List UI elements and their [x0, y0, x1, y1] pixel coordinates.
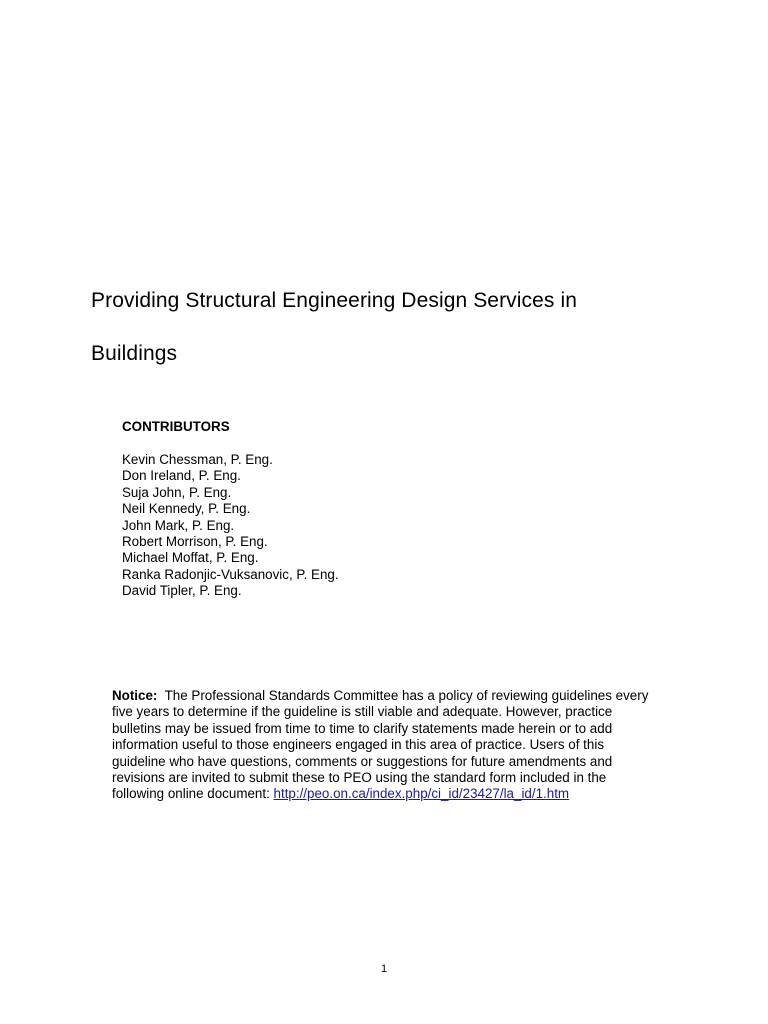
contributors-list	[122, 452, 339, 600]
notice-line-6: revisions are invited to submit these to PEO using the standard form included in the	[112, 770, 607, 786]
notice-line-4: information useful to those engineers engaged in this area of practice. Users of this	[112, 737, 605, 753]
notice-text: The Professional Standards Committee has a policy of reviewing guidelines every	[164, 688, 649, 703]
contributors-heading: CONTRIBUTORS	[122, 419, 230, 434]
notice-line-7	[112, 786, 672, 802]
document-title-line-1: Providing Structural Engineering Design Services in	[91, 289, 578, 312]
contributor-name: Ranka Radonjic-Vuksanovic, P. Eng.	[122, 566, 339, 582]
notice-line-1	[112, 688, 672, 704]
peo-form-link[interactable]: http://peo.on.ca/index.php/ci_id/23427/la_id/1.htm	[273, 786, 570, 802]
notice-text: following online document:	[112, 786, 274, 802]
page-number: 1	[380, 963, 388, 975]
contributor-name: Robert Morrison, P. Eng.	[122, 534, 268, 550]
contributors-section	[122, 418, 339, 600]
contributor-name: Kevin Chessman, P. Eng.	[122, 452, 273, 467]
contributor-name: John Mark, P. Eng.	[122, 517, 235, 533]
contributor-name: David Tipler, P. Eng.	[122, 583, 242, 599]
contributor-name: Don Ireland, P. Eng.	[122, 468, 241, 484]
notice-line-3: bulletins may be issued from time to time to clarify statements made herein or to add	[112, 720, 613, 736]
contributor-name: Neil Kennedy, P. Eng.	[122, 501, 251, 517]
notice-label: Notice:	[112, 688, 158, 703]
document-title-line-2: Buildings	[91, 342, 178, 365]
contributor-name: Suja John, P. Eng.	[122, 484, 232, 500]
notice-line-5: guideline who have questions, comments or suggestions for future amendments and	[112, 753, 613, 769]
notice-paragraph	[112, 688, 672, 803]
notice-line-2: five years to determine if the guideline is still viable and adequate. However, practice	[112, 704, 613, 720]
contributor-name: Michael Moffat, P. Eng.	[122, 550, 259, 566]
